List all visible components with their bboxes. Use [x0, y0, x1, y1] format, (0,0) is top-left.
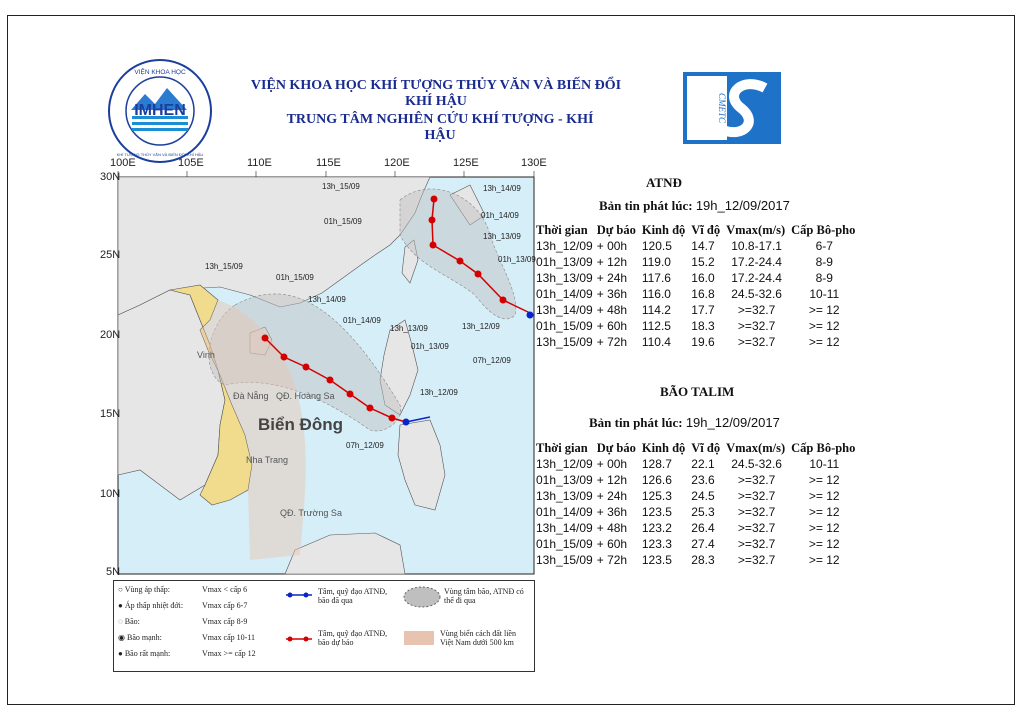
table-row	[536, 302, 861, 318]
table-cell: + 36h	[596, 287, 628, 301]
logo-imhen-text: IMHEN	[134, 102, 186, 119]
table-cell: 10-11	[809, 457, 840, 471]
atnd-title: ATNĐ	[646, 175, 682, 190]
table-cell: 117.6	[641, 271, 671, 285]
atnd-label-13h-12: 13h_12/09	[420, 388, 458, 397]
lat-tick-30: 30N	[100, 171, 121, 183]
atnd-label-01h-14: 01h_14/09	[343, 316, 381, 325]
table-cell: 10-11	[809, 287, 840, 301]
legend-item-storm: ◌ Bão:	[118, 617, 140, 626]
legend-desc-storm: Vmax cấp 8-9	[202, 617, 248, 626]
place-vinh: Vinh	[197, 350, 215, 360]
logo-ring-top: VIỆN KHOA HỌC	[134, 69, 186, 76]
atnd-label-01h-13: 01h_13/09	[411, 342, 449, 351]
table-cell: >=32.7	[737, 537, 776, 551]
table-cell: 13h_15/09	[536, 335, 593, 349]
table-cell: >=32.7	[737, 489, 776, 503]
table-cell: 13h_14/09	[536, 303, 593, 317]
table-row	[536, 286, 861, 302]
talim-issue-label: Bản tin phát lúc:	[589, 415, 683, 430]
legend-desc-strong: Vmax cấp 10-11	[202, 633, 256, 642]
table-cell: >= 12	[808, 537, 840, 551]
table-cell: + 12h	[596, 255, 628, 269]
table-cell: >=32.7	[737, 303, 776, 317]
table-cell: 17.2-24.4	[731, 255, 782, 269]
table-cell: >= 12	[808, 489, 840, 503]
talim-label-13h-13: 13h_13/09	[483, 232, 521, 241]
talim-label-01h-14: 01h_14/09	[481, 211, 519, 220]
table-cell: 13h_15/09	[536, 553, 593, 567]
table-cell: 27.4	[691, 537, 715, 551]
table-cell: 10.8-17.1	[731, 239, 782, 253]
table-cell: 16.8	[691, 287, 715, 301]
legend-item-strong: ◉ Bão mạnh:	[118, 633, 162, 642]
talim-issue	[589, 415, 780, 431]
table-cell: 13h_13/09	[536, 271, 593, 285]
table-cell: 123.5	[641, 553, 672, 567]
atnd-label-07h-12: 07h_12/09	[346, 441, 384, 450]
table-row	[536, 488, 861, 504]
table-cell: 01h_13/09	[536, 473, 593, 487]
table-cell: 17.7	[691, 303, 715, 317]
institute-title: VIỆN KHOA HỌC KHÍ TƯỢNG THỦY VĂN VÀ BIẾN ĐỔI KHÍ HẬU	[250, 78, 622, 109]
table-cell: >= 12	[808, 553, 840, 567]
table-row	[536, 520, 861, 536]
table-row	[536, 552, 861, 568]
table-cell: >= 12	[808, 303, 840, 317]
table-header-row	[536, 222, 861, 238]
talim-label-01h-13: 01h_13/09	[498, 255, 536, 264]
lon-tick-130: 130E	[521, 157, 547, 169]
lat-tick-15: 15N	[100, 408, 121, 420]
table-cell: >=32.7	[737, 505, 776, 519]
table-cell: + 72h	[596, 335, 628, 349]
column-header: Thời gian	[536, 440, 588, 455]
table-cell: + 00h	[596, 457, 628, 471]
lon-tick-110: 110E	[247, 157, 272, 169]
table-cell: + 24h	[596, 489, 628, 503]
table-cell: 112.5	[641, 319, 671, 333]
column-header: Dự báo	[596, 222, 636, 237]
logo-cmetc-text: CMETC	[717, 92, 727, 124]
column-header: Vmax(m/s)	[726, 440, 786, 455]
lon-tick-100: 100E	[110, 157, 136, 169]
table-cell: 128.7	[641, 457, 672, 471]
table-cell: 24.5	[691, 489, 715, 503]
atnd-issue-time: 19h_12/09/2017	[695, 198, 790, 213]
legend-desc-very-strong: Vmax >= cấp 12	[202, 649, 256, 658]
table-cell: 01h_15/09	[536, 319, 593, 333]
table-cell: 26.4	[691, 521, 715, 535]
table-cell: + 60h	[596, 537, 628, 551]
center-title: TRUNG TÂM NGHIÊN CỨU KHÍ TƯỢNG - KHÍ HẬU	[286, 112, 594, 143]
table-cell: + 24h	[596, 271, 628, 285]
atnd-issue	[599, 198, 790, 214]
column-header: Vĩ độ	[691, 222, 721, 237]
table-cell: >= 12	[808, 319, 840, 333]
table-cell: 13h_12/09	[536, 239, 593, 253]
table-cell: 123.2	[641, 521, 672, 535]
table-row	[536, 536, 861, 552]
table-cell: 8-9	[815, 271, 833, 285]
table-cell: 123.5	[641, 505, 672, 519]
talim-label-07h-12: 07h_12/09	[473, 356, 511, 365]
table-cell: >=32.7	[737, 521, 776, 535]
lon-tick-105: 105E	[178, 157, 204, 169]
legend-item-low-pressure: ○ Vùng áp thấp:	[118, 585, 171, 594]
column-header: Vmax(m/s)	[726, 222, 786, 237]
atnd-label-13h-15: 13h_15/09	[205, 262, 243, 271]
table-cell: 13h_13/09	[536, 489, 593, 503]
place-hoang-sa: QĐ. Hoàng Sa	[276, 391, 335, 401]
lon-tick-120: 120E	[384, 157, 410, 169]
table-cell: >= 12	[808, 521, 840, 535]
talim-title: BÃO TALIM	[660, 384, 735, 399]
table-cell: 24.5-32.6	[731, 457, 782, 471]
table-cell: + 72h	[596, 553, 628, 567]
table-cell: >=32.7	[737, 335, 776, 349]
table-header-row	[536, 440, 861, 456]
legend-past-track: Tâm, quỹ đạo ATNĐ, bão đã qua	[318, 587, 388, 605]
table-row	[536, 504, 861, 520]
legend-item-td: ● Áp thấp nhiệt đới:	[118, 601, 184, 610]
talim-forecast-table	[536, 440, 861, 568]
table-cell: 6-7	[815, 239, 833, 253]
lat-tick-25: 25N	[100, 249, 121, 261]
atnd-forecast-table	[536, 222, 861, 350]
legend-item-very-strong: ● Bão rất mạnh:	[118, 649, 171, 658]
forecast-map	[100, 155, 550, 585]
imhen-logo	[107, 58, 213, 164]
table-row	[536, 334, 861, 350]
table-cell: 126.6	[641, 473, 672, 487]
table-cell: 120.5	[641, 239, 672, 253]
table-cell: + 00h	[596, 239, 628, 253]
column-header: Kinh độ	[641, 222, 686, 237]
logo-ring-bottom: KHÍ TƯỢNG THỦY VĂN VÀ BIẾN ĐỔI KHÍ HẬU	[116, 152, 204, 157]
talim-label-13h-14: 13h_14/09	[483, 184, 521, 193]
table-row	[536, 238, 861, 254]
table-cell: 119.0	[641, 255, 671, 269]
talim-label-01h-15: 01h_15/09	[324, 217, 362, 226]
table-cell: 114.2	[641, 303, 671, 317]
cmetc-logo	[683, 72, 781, 144]
lat-tick-20: 20N	[100, 329, 121, 341]
atnd-label-01h-15: 01h_15/09	[276, 273, 314, 282]
table-cell: 14.7	[691, 239, 715, 253]
talim-label-13h-15: 13h_15/09	[322, 182, 360, 191]
table-cell: 13h_12/09	[536, 457, 593, 471]
atnd-label-13h-13: 13h_13/09	[390, 324, 428, 333]
lon-tick-125: 125E	[453, 157, 479, 169]
column-header: Kinh độ	[641, 440, 686, 455]
table-cell: >=32.7	[737, 553, 776, 567]
legend-coast-area-swatch	[404, 631, 434, 645]
place-bien-dong: Biển Đông	[258, 415, 343, 434]
legend-coast-area: Vùng biển cách đất liền Việt Nam dưới 500 km	[440, 629, 516, 647]
map-legend	[113, 580, 535, 672]
table-cell: 01h_14/09	[536, 287, 593, 301]
atnd-issue-label: Bản tin phát lúc:	[599, 198, 693, 213]
table-cell: 125.3	[641, 489, 672, 503]
column-header: Dự báo	[596, 440, 636, 455]
table-row	[536, 472, 861, 488]
table-cell: >=32.7	[737, 319, 776, 333]
table-cell: 8-9	[815, 255, 833, 269]
legend-forecast-track: Tâm, quỹ đạo ATNĐ, bão dự báo	[318, 629, 388, 647]
talim-label-13h-12: 13h_12/09	[462, 322, 500, 331]
table-cell: >= 12	[808, 473, 840, 487]
lat-tick-10: 10N	[100, 488, 121, 500]
lat-tick-5: 5N	[106, 566, 121, 578]
legend-past-track-icon	[284, 589, 314, 601]
legend-desc-td: Vmax cấp 6-7	[202, 601, 248, 610]
column-header: Cấp Bô-pho	[791, 222, 856, 237]
table-cell: 01h_14/09	[536, 505, 593, 519]
table-cell: 16.0	[691, 271, 715, 285]
table-cell: + 48h	[596, 521, 628, 535]
table-cell: 01h_15/09	[536, 537, 593, 551]
table-cell: >= 12	[808, 335, 840, 349]
table-cell: 13h_14/09	[536, 521, 593, 535]
table-cell: + 60h	[596, 319, 628, 333]
table-cell: >=32.7	[737, 473, 776, 487]
column-header: Thời gian	[536, 222, 588, 237]
table-cell: 25.3	[691, 505, 715, 519]
table-cell: 19.6	[691, 335, 715, 349]
column-header: Vĩ độ	[691, 440, 721, 455]
table-cell: + 36h	[596, 505, 628, 519]
table-cell: 24.5-32.6	[731, 287, 782, 301]
atnd-label-13h-14: 13h_14/09	[308, 295, 346, 304]
legend-desc-low-pressure: Vmax < cấp 6	[202, 585, 248, 594]
table-cell: 28.3	[691, 553, 715, 567]
table-cell: 15.2	[691, 255, 715, 269]
table-row	[536, 456, 861, 472]
place-truong-sa: QĐ. Trường Sa	[280, 508, 342, 518]
legend-risk-area-icon	[402, 585, 442, 609]
talim-issue-time: 19h_12/09/2017	[685, 415, 780, 430]
table-cell: 17.2-24.4	[731, 271, 782, 285]
table-row	[536, 254, 861, 270]
table-row	[536, 318, 861, 334]
table-cell: 18.3	[691, 319, 715, 333]
table-cell: + 12h	[596, 473, 628, 487]
legend-risk-area: Vùng tâm bão, ATNĐ có thể đi qua	[444, 587, 524, 605]
legend-forecast-track-icon	[284, 633, 314, 645]
table-cell: 23.6	[691, 473, 715, 487]
table-cell: >= 12	[808, 505, 840, 519]
table-cell: 110.4	[641, 335, 671, 349]
place-nha-trang: Nha Trang	[246, 455, 289, 465]
table-row	[536, 270, 861, 286]
table-cell: + 48h	[596, 303, 628, 317]
column-header: Cấp Bô-pho	[791, 440, 856, 455]
table-cell: 116.0	[641, 287, 671, 301]
lon-tick-115: 115E	[316, 157, 341, 169]
table-cell: 123.3	[641, 537, 672, 551]
place-da-nang: Đà Nẵng	[233, 391, 269, 401]
table-cell: 22.1	[691, 457, 715, 471]
table-cell: 01h_13/09	[536, 255, 593, 269]
